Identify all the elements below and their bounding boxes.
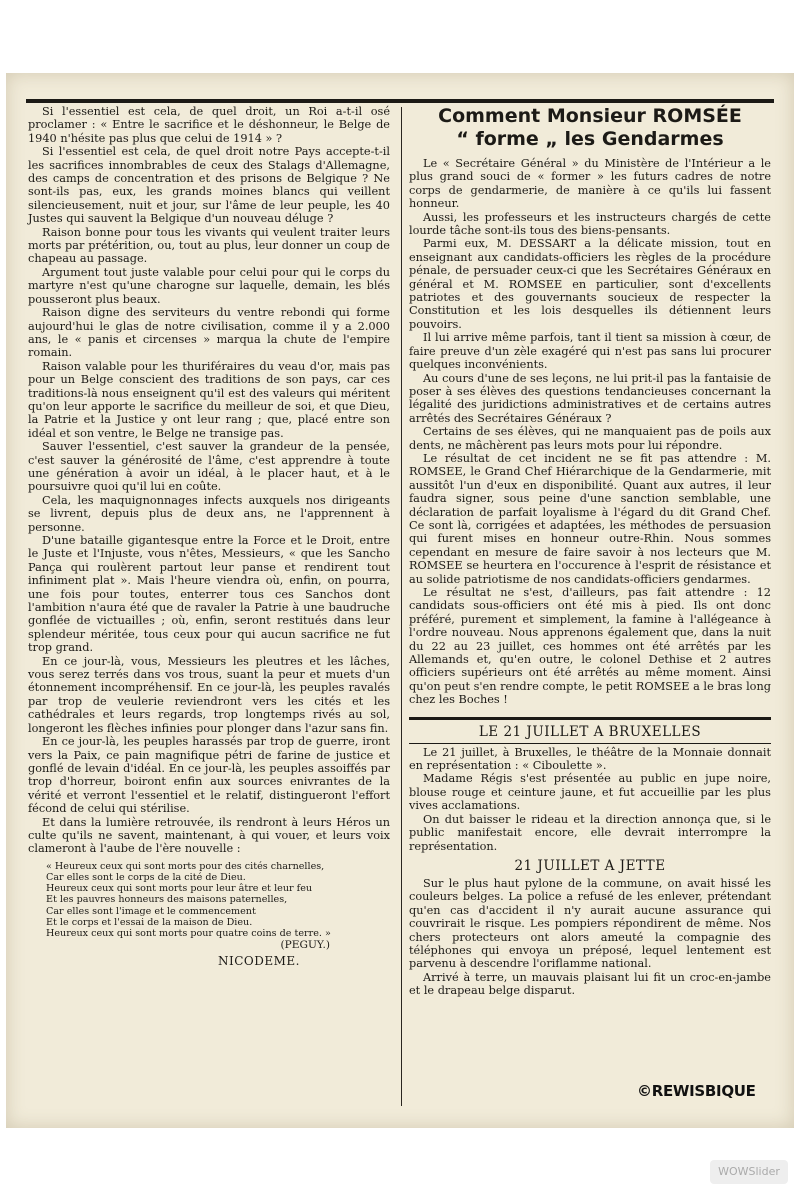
article-paragraph-2: Aussi, les professeurs et les instructeurs chargés de cette lourde tâche sont-ils tous des biens-pensants. bbox=[409, 210, 771, 238]
left-column bbox=[28, 105, 390, 968]
article-paragraph-6: Certains de ses élèves, qui ne manquaient pas de poils aux dents, ne mâchèrent pas leurs mots pour lui répondre. bbox=[409, 425, 771, 452]
column-divider bbox=[401, 107, 402, 1106]
author-signature: NICODEME. bbox=[217, 953, 300, 968]
poem-line: Car elles sont l'image et le commencement bbox=[46, 905, 256, 917]
left-paragraph-5: Raison digne des serviteurs du ventre rebondi qui forme aujourd'hui le glas de notre civilisation, comme il y a 2.000 ans, le « panis et circenses » marqua la chute de l'empire romain. bbox=[28, 306, 390, 360]
poem-line: Et les pauvres honneurs des maisons paternelles, bbox=[46, 894, 288, 906]
article-title-line-1: Comment Monsieur ROMSÉE bbox=[438, 105, 742, 127]
article-paragraph-7: Le résultat de cet incident ne se fit pas attendre : M. ROMSEE, le Grand Chef Hiérarchique de la Gendarmerie, mit aussitôt l'un d'eux en disponibilité. Quant aux autres, il leur faudra signer, sous peine d'une sanction semblable, une déclaration de parfait loyalisme à l'égard du dit Grand Chef. Ce sont là, corrigées et adaptées, les méthodes de persuasion qui furent mises en honneur outre-Rhin. Nous sommes cependant en mesure de faire savoir à nos lecteurs que M. ROMSEE se heurtera en l'occurence à l'esprit de résistance et au solide patriotisme de nos candidats-officiers gendarmes. bbox=[409, 451, 771, 586]
article-paragraph-5: Au cours d'une de ses leçons, ne lui prit-il pas la fantaisie de poser à ses élèves des questions tendancieuses concernant la légalité des juridictions administratives et de certains autres arrêtés des Secrétaires Généraux ? bbox=[409, 371, 771, 425]
article-title bbox=[409, 105, 771, 151]
poem-line: Et le corps et l'essai de la maison de Dieu. bbox=[46, 916, 253, 928]
bruxelles-paragraph-1: Le 21 juillet, à Bruxelles, le théâtre de la Monnaie donnait en représentation : « Ciboulette ». bbox=[409, 745, 771, 773]
left-paragraph-6: Raison valable pour les thuriféraires du veau d'or, mais pas pour un Belge conscient des traditions de son pays, car ces traditions-là nous enseignent qu'il est des valeurs qui méritent qu'on leur apporte le sacrifice du meilleur de soi, et que Dieu, la Patrie et la Justice y ont leur rang ; que, placé entre son idéal et son ventre, le Belge ne transige pas. bbox=[28, 359, 390, 440]
jette-paragraph-1: Sur le plus haut pylone de la commune, on avait hissé les couleurs belges. La police a refusé de les enlever, prétendant qu'en cas d'accident il n'y aurait aucune assurance qui couvrirait le risque. Les pompiers répondirent de même. Nos chers protecteurs ont alors ameuté la compagnie des téléphones qui envoya un préposé, lequel lentement est parvenu à descendre l'oriflamme national. bbox=[409, 876, 771, 971]
wowslider-badge[interactable]: WOWSlider bbox=[710, 1160, 788, 1184]
section-rule-thin bbox=[409, 743, 771, 744]
left-paragraph-10: En ce jour-là, vous, Messieurs les pleutres et les lâches, vous serez terrés dans vos trous, suant la peur et muets d'un étonnement incompréhensif. En ce jour-là, les peuples ravalés par trop de veulerie reviendront vers les cités et les cathédrales et leurs regards, trop longtemps rivés au sol, longeront les flèches infinies pour plonger dans l'azur sans fin. bbox=[28, 654, 390, 735]
poem-line: Heureux ceux qui sont morts pour leur âtre et leur feu bbox=[46, 883, 313, 895]
right-column bbox=[409, 105, 771, 998]
left-paragraph-1: Si l'essentiel est cela, de quel droit, un Roi a-t-il osé proclamer : « Entre le sacrifice et le déshonneur, le Belge de 1940 n'hésite pas plus que celui de 1914 » ? bbox=[28, 105, 390, 145]
peguy-poem bbox=[46, 861, 390, 939]
left-paragraph-11: En ce jour-là, les peuples harassés par trop de guerre, iront vers la Paix, ce pain magnifique pétri de farine de justice et gonflé de levain d'idéal. En ce jour-là, les peuples assoiffés par trop d'horreur, boiront enfin aux sources enivrantes de la vérité et verront l'essentiel et le relatif, distingueront l'effort fécond de celui qui stérilise. bbox=[28, 735, 390, 816]
bruxelles-paragraph-3: On dut baisser le rideau et la direction annonça que, si le public manifestait encore, elle devrait interrompre la représentation. bbox=[409, 812, 771, 853]
jette-heading: 21 JUILLET A JETTE bbox=[514, 857, 666, 874]
poem-attribution: (PEGUY.) bbox=[280, 939, 330, 952]
bruxelles-heading: LE 21 JUILLET A BRUXELLES bbox=[478, 723, 702, 740]
left-paragraph-7: Sauver l'essentiel, c'est sauver la grandeur de la pensée, c'est sauver la générosité de l'âme, c'est apprendre à toute une génération à avoir un idéal, à le placer haut, et à le poursuivre quoi qu'il lui en coûte. bbox=[28, 440, 390, 494]
section-rule bbox=[409, 717, 771, 720]
copyright-watermark: ©REWISBIQUE bbox=[637, 1082, 756, 1100]
poem-line: « Heureux ceux qui sont morts pour des cités charnelles, bbox=[46, 860, 325, 872]
article-paragraph-8: Le résultat ne s'est, d'ailleurs, pas fait attendre : 12 candidats sous-officiers ont été mis à pied. Ils ont donc préféré, purement et simplement, la famine à l'allégeance à l'ordre nouveau. Nous apprenons également que, dans la nuit du 22 au 23 juillet, ces hommes ont été arrêtés par les Allemands et, qu'en outre, le colonel Dethise et 2 autres officiers supérieurs ont été arrêtés au même moment. Ainsi qu'on peut s'en rendre compte, le petit ROMSEE a le bras long chez les Boches ! bbox=[409, 586, 771, 707]
left-paragraph-2: Si l'essentiel est cela, de quel droit notre Pays accepte-t-il les sacrifices innombrables de ceux des Stalags d'Allemagne, des camps de concentration et des prisons de Belgique ? Ne sont-ils pas, eux, les grands moines blancs qui veillent silencieusement, nuit et jour, sur l'âme de leur peuple, les 40 Justes qui sauvent la Belgique d'un nouveau déluge ? bbox=[28, 145, 390, 226]
left-paragraph-3: Raison bonne pour tous les vivants qui veulent traiter leurs morts par prétérition, ou, tout au plus, leur donner un coup de chapeau au passage. bbox=[28, 225, 390, 266]
article-title-line-2: “ forme „ les Gendarmes bbox=[456, 128, 724, 150]
article-paragraph-1: Le « Secrétaire Général » du Ministère de l'Intérieur a le plus grand souci de « former » les futurs cadres de notre corps de gendarmerie, de manière à ce qu'ils lui fassent honneur. bbox=[409, 157, 771, 211]
jette-paragraph-2: Arrivé à terre, un mauvais plaisant lui fit un croc-en-jambe et le drapeau belge disparut. bbox=[409, 970, 771, 998]
newspaper-page bbox=[6, 73, 794, 1128]
left-paragraph-12: Et dans la lumière retrouvée, ils rendront à leurs Héros un culte qu'ils ne savent, maintenant, à qui vouer, et leurs voix clameront à l'aube de l'ère nouvelle : bbox=[28, 815, 390, 856]
left-paragraph-4: Argument tout juste valable pour celui pour qui le corps du martyre n'est qu'une charogne sur laquelle, demain, les blés pousseront plus beaux. bbox=[28, 265, 390, 306]
bruxelles-paragraph-2: Madame Régis s'est présentée au public en jupe noire, blouse rouge et ceinture jaune, et fut accueillie par les plus vives acclamations. bbox=[409, 772, 771, 813]
poem-line: Car elles sont le corps de la cité de Dieu. bbox=[46, 871, 246, 883]
left-paragraph-9: D'une bataille gigantesque entre la Force et le Droit, entre le Juste et l'Injuste, vous n'êtes, Messieurs, « que les Sancho Pança qui roulèrent partout leur panse et rendirent tout infiniment plat ». Mais l'heure viendra où, enfin, on pourra, une fois pour toutes, enterrer tous ces Sanchos dont l'ambition n'aura été que de ravaler la Patrie à une baudruche gonflée de victuailles ; où, enfin, seront restitués dans leur splendeur méritée, tous ceux pour qui aucun sacrifice ne fut trop grand. bbox=[28, 534, 390, 655]
poem-line: Heureux ceux qui sont morts pour quatre coins de terre. » bbox=[46, 927, 331, 939]
article-paragraph-3: Parmi eux, M. DESSART a la délicate mission, tout en enseignant aux candidats-officiers les règles de la procédure pénale, de persuader ceux-ci que les Secrétaires Généraux en général et M. ROMSEE en particulier, sont d'excellents patriotes et des gouvernants soucieux de respecter la Constitution et les lois desquelles ils détiennent leurs pouvoirs. bbox=[409, 237, 771, 331]
top-rule bbox=[26, 99, 774, 103]
article-paragraph-4: Il lui arrive même parfois, tant il tient sa mission à cœur, de faire preuve d'un zèle exagéré qui n'est pas sans lui procurer quelques inconvénients. bbox=[409, 331, 771, 372]
left-paragraph-8: Cela, les maquignonnages infects auxquels nos dirigeants se livrent, depuis plus de deux ans, ne l'apprennent à personne. bbox=[28, 493, 390, 534]
